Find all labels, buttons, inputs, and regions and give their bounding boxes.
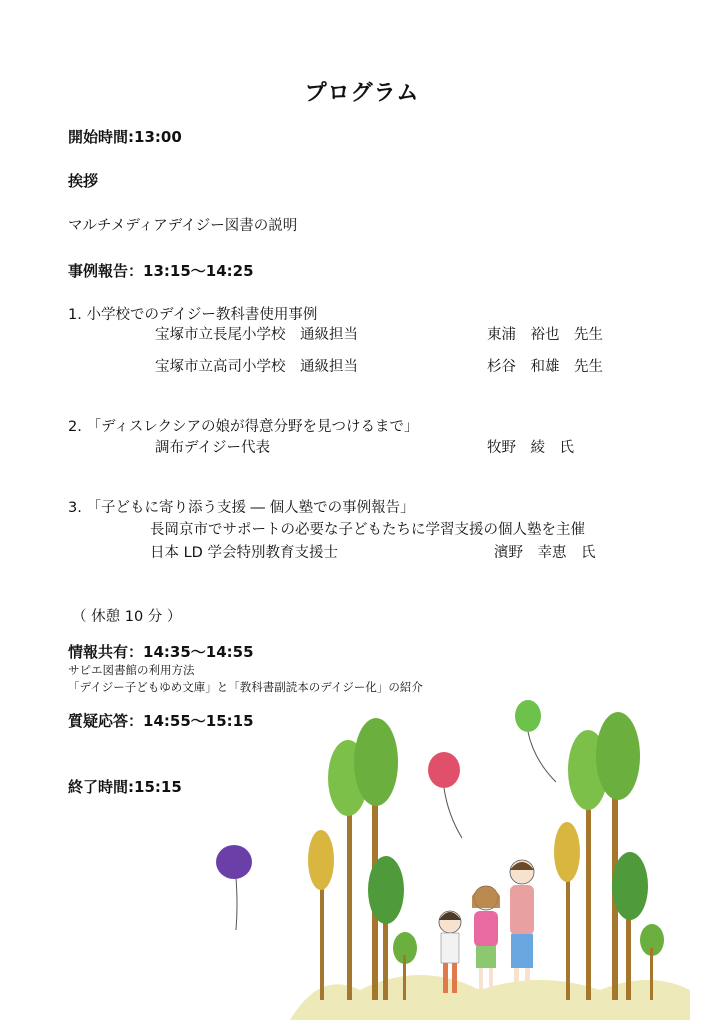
speaker-affiliation: 宝塚市立高司小学校 通級担当 [155,359,358,375]
qa-sep: ： [128,712,144,730]
page-title: プログラム [304,81,420,106]
case-item-description: 長岡京市でサポートの必要な子どもたちに学習支援の個人塾を主催 [150,522,585,538]
case-item-number: 2. [68,419,82,435]
start-time-label: 開始時間 [68,128,129,146]
qa-label: 質疑応答 [68,712,129,730]
case-report-sep: ： [128,262,144,280]
case-item-title: 「ディスレクシアの娘が得意分野を見つけるまで」 [86,419,419,435]
case-item-title: 小学校でのデイジー教科書使用事例 [86,307,318,323]
start-time-value: 13:00 [134,128,182,146]
purple-balloon [216,845,252,930]
speaker-affiliation: 調布デイジー代表 [155,440,270,456]
case-report-label: 事例報告 [68,262,129,280]
speaker-affiliation: 宝塚市立長尾小学校 通級担当 [155,327,358,343]
info-share-detail-2: 「デイジー子どもゆめ文庫」と「教科書副読本のデイジー化」の紹介 [68,680,423,694]
end-time-value: 15:15 [134,778,182,796]
start-time-sep: : [128,128,135,146]
info-share-detail-1: サピエ図書館の利用方法 [68,663,195,677]
qa-time: 14:55〜15:15 [143,712,254,730]
case-item-title: 「子どもに寄り添う支援 ― 個人塾での事例報告」 [86,500,415,516]
daisy-explanation: マルチメディアデイジー図書の説明 [68,218,298,234]
case-item-2-title [68,415,419,436]
pink-balloon [428,752,462,838]
greeting-heading: 挨拶 [68,172,99,190]
speaker-name: 杉谷 和雄 先生 [487,359,603,375]
case-item-3-title [68,496,415,517]
case-report-line [68,260,254,281]
end-time-label: 終了時間 [68,778,129,796]
speaker-affiliation: 日本 LD 学会特別教育支援士 [150,545,338,561]
forest-illustration [200,690,700,1020]
info-share-sep: ： [128,643,144,661]
right-trees [554,712,664,1000]
break-note: （ 休憩 10 分 ） [72,609,182,625]
green-balloon [515,700,556,782]
speaker-name: 東浦 裕也 先生 [487,327,603,343]
child-right [510,860,534,982]
case-item-1-title [68,303,317,324]
speaker-name: 濱野 幸恵 氏 [494,545,596,561]
case-item-number: 1. [68,307,82,323]
info-share-label: 情報共有 [68,643,129,661]
end-time-line [68,776,182,797]
info-share-time: 14:35〜14:55 [143,643,254,661]
start-time-line [68,126,182,147]
case-item-number: 3. [68,500,82,516]
child-middle [472,886,500,990]
left-trees [308,718,417,1000]
info-share-line [68,641,254,662]
speaker-name: 牧野 綾 氏 [487,440,574,456]
case-report-time: 13:15〜14:25 [143,262,254,280]
end-time-sep: : [128,778,135,796]
